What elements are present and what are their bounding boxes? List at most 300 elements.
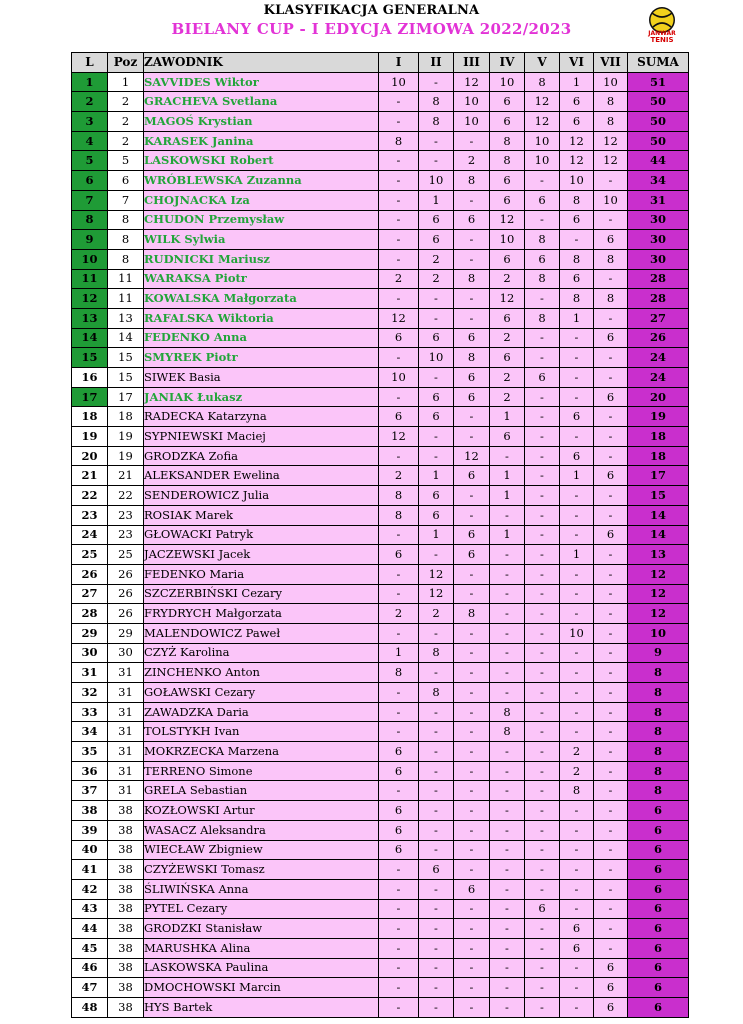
player-name-cell: RAFALSKA Wiktoria xyxy=(144,308,379,328)
total-points-cell: 20 xyxy=(628,387,689,407)
round-2-points-cell: 1 xyxy=(419,525,454,545)
round-2-points-cell: - xyxy=(419,151,454,171)
round-1-points-cell: 12 xyxy=(379,427,419,447)
round-7-points-cell: 6 xyxy=(594,387,628,407)
round-3-points-cell: - xyxy=(454,190,490,210)
round-2-points-cell: - xyxy=(419,545,454,565)
round-7-points-cell: - xyxy=(594,171,628,191)
round-4-points-cell: 6 xyxy=(490,92,525,112)
round-6-points-cell: 6 xyxy=(560,407,594,427)
round-6-points-cell: - xyxy=(560,722,594,742)
col-header-round-7: VII xyxy=(594,53,628,73)
total-points-cell: 50 xyxy=(628,112,689,132)
round-6-points-cell: 6 xyxy=(560,92,594,112)
total-points-cell: 8 xyxy=(628,683,689,703)
round-5-points-cell: - xyxy=(525,623,560,643)
total-points-cell: 6 xyxy=(628,840,689,860)
round-7-points-cell: - xyxy=(594,210,628,230)
round-5-points-cell: - xyxy=(525,820,560,840)
player-name-cell: SENDEROWICZ Julia xyxy=(144,486,379,506)
round-1-points-cell: 8 xyxy=(379,663,419,683)
round-3-points-cell: - xyxy=(454,623,490,643)
rank-l-cell: 46 xyxy=(72,958,108,978)
total-points-cell: 6 xyxy=(628,860,689,880)
position-cell: 8 xyxy=(108,230,144,250)
round-2-points-cell: - xyxy=(419,663,454,683)
round-7-points-cell: 12 xyxy=(594,131,628,151)
document-title: KLASYFIKACJA GENERALNA xyxy=(263,3,480,18)
round-1-points-cell: - xyxy=(379,249,419,269)
player-name-cell: CHUDON Przemysław xyxy=(144,210,379,230)
rank-l-cell: 11 xyxy=(72,269,108,289)
player-name-cell: HYS Bartek xyxy=(144,998,379,1018)
player-name-cell: ŚLIWIŃSKA Anna xyxy=(144,879,379,899)
round-6-points-cell: - xyxy=(560,860,594,880)
round-2-points-cell: 10 xyxy=(419,348,454,368)
round-7-points-cell: 6 xyxy=(594,978,628,998)
round-1-points-cell: 6 xyxy=(379,328,419,348)
round-5-points-cell: - xyxy=(525,761,560,781)
round-1-points-cell: - xyxy=(379,584,419,604)
table-row xyxy=(72,683,689,703)
round-3-points-cell: - xyxy=(454,308,490,328)
total-points-cell: 6 xyxy=(628,998,689,1018)
rank-l-cell: 38 xyxy=(72,801,108,821)
round-7-points-cell: - xyxy=(594,761,628,781)
total-points-cell: 6 xyxy=(628,879,689,899)
col-header-l: L xyxy=(72,53,108,73)
rank-l-cell: 26 xyxy=(72,564,108,584)
round-7-points-cell: - xyxy=(594,269,628,289)
rank-l-cell: 8 xyxy=(72,210,108,230)
round-3-points-cell: 6 xyxy=(454,466,490,486)
round-4-points-cell: 6 xyxy=(490,112,525,132)
position-cell: 5 xyxy=(108,151,144,171)
player-name-cell: FEDENKO Anna xyxy=(144,328,379,348)
round-6-points-cell: - xyxy=(560,801,594,821)
round-7-points-cell: - xyxy=(594,938,628,958)
round-2-points-cell: - xyxy=(419,801,454,821)
round-1-points-cell: - xyxy=(379,446,419,466)
round-2-points-cell: - xyxy=(419,289,454,309)
position-cell: 38 xyxy=(108,919,144,939)
janwar-tenis-logo xyxy=(645,5,679,44)
round-7-points-cell: - xyxy=(594,742,628,762)
total-points-cell: 34 xyxy=(628,171,689,191)
rank-l-cell: 1 xyxy=(72,72,108,92)
round-1-points-cell: - xyxy=(379,683,419,703)
round-4-points-cell: 1 xyxy=(490,466,525,486)
table-row xyxy=(72,584,689,604)
header-row xyxy=(72,53,689,73)
player-name-cell: PYTEL Cezary xyxy=(144,899,379,919)
round-4-points-cell: - xyxy=(490,505,525,525)
round-3-points-cell: 10 xyxy=(454,92,490,112)
total-points-cell: 6 xyxy=(628,938,689,958)
rank-l-cell: 45 xyxy=(72,938,108,958)
round-4-points-cell: 2 xyxy=(490,328,525,348)
round-7-points-cell: - xyxy=(594,683,628,703)
position-cell: 38 xyxy=(108,998,144,1018)
round-5-points-cell: - xyxy=(525,978,560,998)
table-row xyxy=(72,505,689,525)
player-name-cell: RUDNICKI Mariusz xyxy=(144,249,379,269)
position-cell: 1 xyxy=(108,72,144,92)
position-cell: 31 xyxy=(108,761,144,781)
round-3-points-cell: - xyxy=(454,801,490,821)
total-points-cell: 24 xyxy=(628,348,689,368)
rank-l-cell: 23 xyxy=(72,505,108,525)
round-3-points-cell: - xyxy=(454,781,490,801)
round-3-points-cell: - xyxy=(454,683,490,703)
round-3-points-cell: 6 xyxy=(454,525,490,545)
round-1-points-cell: - xyxy=(379,860,419,880)
position-cell: 25 xyxy=(108,545,144,565)
round-6-points-cell: 2 xyxy=(560,742,594,762)
round-4-points-cell: 1 xyxy=(490,486,525,506)
round-5-points-cell: - xyxy=(525,486,560,506)
table-row xyxy=(72,308,689,328)
player-name-cell: SIWEK Basia xyxy=(144,368,379,388)
table-row xyxy=(72,112,689,132)
round-7-points-cell: - xyxy=(594,446,628,466)
round-2-points-cell: 6 xyxy=(419,505,454,525)
round-6-points-cell: 1 xyxy=(560,466,594,486)
round-7-points-cell: 10 xyxy=(594,190,628,210)
round-1-points-cell: - xyxy=(379,210,419,230)
round-6-points-cell: 12 xyxy=(560,151,594,171)
table-row xyxy=(72,348,689,368)
round-6-points-cell: 10 xyxy=(560,171,594,191)
round-1-points-cell: 8 xyxy=(379,131,419,151)
round-1-points-cell: - xyxy=(379,722,419,742)
table-row xyxy=(72,840,689,860)
total-points-cell: 51 xyxy=(628,72,689,92)
round-5-points-cell: - xyxy=(525,289,560,309)
rank-l-cell: 5 xyxy=(72,151,108,171)
round-7-points-cell: 6 xyxy=(594,230,628,250)
round-7-points-cell: - xyxy=(594,564,628,584)
round-2-points-cell: 8 xyxy=(419,92,454,112)
total-points-cell: 28 xyxy=(628,269,689,289)
round-4-points-cell: 12 xyxy=(490,210,525,230)
position-cell: 26 xyxy=(108,564,144,584)
round-2-points-cell: - xyxy=(419,722,454,742)
round-2-points-cell: 1 xyxy=(419,466,454,486)
rank-l-cell: 2 xyxy=(72,92,108,112)
player-name-cell: ZAWADZKA Daria xyxy=(144,702,379,722)
round-7-points-cell: - xyxy=(594,368,628,388)
round-3-points-cell: 6 xyxy=(454,328,490,348)
table-row xyxy=(72,328,689,348)
round-6-points-cell: - xyxy=(560,525,594,545)
player-name-cell: GOŁAWSKI Cezary xyxy=(144,683,379,703)
position-cell: 6 xyxy=(108,171,144,191)
round-1-points-cell: - xyxy=(379,348,419,368)
total-points-cell: 28 xyxy=(628,289,689,309)
round-3-points-cell: - xyxy=(454,663,490,683)
round-3-points-cell: - xyxy=(454,486,490,506)
total-points-cell: 31 xyxy=(628,190,689,210)
round-4-points-cell: - xyxy=(490,446,525,466)
round-4-points-cell: 6 xyxy=(490,249,525,269)
total-points-cell: 9 xyxy=(628,643,689,663)
round-5-points-cell: - xyxy=(525,446,560,466)
round-7-points-cell: 12 xyxy=(594,151,628,171)
round-7-points-cell: 8 xyxy=(594,289,628,309)
rank-l-cell: 36 xyxy=(72,761,108,781)
table-row xyxy=(72,781,689,801)
rank-l-cell: 3 xyxy=(72,112,108,132)
round-7-points-cell: - xyxy=(594,643,628,663)
round-5-points-cell: - xyxy=(525,998,560,1018)
round-2-points-cell: - xyxy=(419,446,454,466)
rank-l-cell: 13 xyxy=(72,308,108,328)
total-points-cell: 12 xyxy=(628,564,689,584)
col-header-suma: SUMA xyxy=(628,53,689,73)
table-row xyxy=(72,623,689,643)
round-2-points-cell: 8 xyxy=(419,112,454,132)
total-points-cell: 14 xyxy=(628,525,689,545)
player-name-cell: MAGOŚ Krystian xyxy=(144,112,379,132)
round-4-points-cell: - xyxy=(490,564,525,584)
round-1-points-cell: 10 xyxy=(379,72,419,92)
round-1-points-cell: 6 xyxy=(379,820,419,840)
round-3-points-cell: - xyxy=(454,230,490,250)
round-6-points-cell: - xyxy=(560,663,594,683)
round-6-points-cell: - xyxy=(560,427,594,447)
round-5-points-cell: - xyxy=(525,643,560,663)
position-cell: 31 xyxy=(108,683,144,703)
rank-l-cell: 39 xyxy=(72,820,108,840)
round-3-points-cell: - xyxy=(454,820,490,840)
round-1-points-cell: - xyxy=(379,564,419,584)
round-6-points-cell: 8 xyxy=(560,249,594,269)
round-3-points-cell: - xyxy=(454,899,490,919)
total-points-cell: 6 xyxy=(628,978,689,998)
player-name-cell: CZYŻEWSKI Tomasz xyxy=(144,860,379,880)
total-points-cell: 50 xyxy=(628,92,689,112)
rank-l-cell: 12 xyxy=(72,289,108,309)
total-points-cell: 10 xyxy=(628,623,689,643)
round-5-points-cell: - xyxy=(525,348,560,368)
total-points-cell: 13 xyxy=(628,545,689,565)
round-7-points-cell: - xyxy=(594,879,628,899)
round-5-points-cell: - xyxy=(525,466,560,486)
col-header-zawodnik: ZAWODNIK xyxy=(144,53,379,73)
round-5-points-cell: - xyxy=(525,801,560,821)
table-row xyxy=(72,998,689,1018)
table-row xyxy=(72,564,689,584)
round-6-points-cell: 1 xyxy=(560,545,594,565)
round-3-points-cell: - xyxy=(454,131,490,151)
total-points-cell: 30 xyxy=(628,210,689,230)
player-name-cell: LASKOWSKA Paulina xyxy=(144,958,379,978)
rank-l-cell: 25 xyxy=(72,545,108,565)
round-7-points-cell: - xyxy=(594,308,628,328)
round-2-points-cell: - xyxy=(419,820,454,840)
round-6-points-cell: 6 xyxy=(560,919,594,939)
player-name-cell: WRÓBLEWSKA Zuzanna xyxy=(144,171,379,191)
position-cell: 38 xyxy=(108,860,144,880)
round-2-points-cell: 6 xyxy=(419,210,454,230)
logo-text-top: JANWAR xyxy=(648,30,676,37)
round-2-points-cell: - xyxy=(419,623,454,643)
round-6-points-cell: - xyxy=(560,348,594,368)
round-2-points-cell: - xyxy=(419,761,454,781)
round-7-points-cell: - xyxy=(594,840,628,860)
round-6-points-cell: 2 xyxy=(560,761,594,781)
round-5-points-cell: 10 xyxy=(525,131,560,151)
total-points-cell: 30 xyxy=(628,249,689,269)
player-name-cell: ROSIAK Marek xyxy=(144,505,379,525)
round-7-points-cell: - xyxy=(594,860,628,880)
round-5-points-cell: - xyxy=(525,505,560,525)
round-3-points-cell: 8 xyxy=(454,171,490,191)
round-3-points-cell: - xyxy=(454,998,490,1018)
round-1-points-cell: 6 xyxy=(379,761,419,781)
round-5-points-cell: - xyxy=(525,564,560,584)
total-points-cell: 8 xyxy=(628,742,689,762)
rank-l-cell: 24 xyxy=(72,525,108,545)
round-6-points-cell: 12 xyxy=(560,131,594,151)
round-2-points-cell: 6 xyxy=(419,860,454,880)
position-cell: 38 xyxy=(108,899,144,919)
player-name-cell: TOLSTYKH Ivan xyxy=(144,722,379,742)
round-1-points-cell: - xyxy=(379,92,419,112)
round-2-points-cell: 6 xyxy=(419,230,454,250)
round-1-points-cell: - xyxy=(379,879,419,899)
rank-l-cell: 35 xyxy=(72,742,108,762)
round-6-points-cell: - xyxy=(560,879,594,899)
round-4-points-cell: - xyxy=(490,683,525,703)
round-7-points-cell: - xyxy=(594,427,628,447)
round-6-points-cell: - xyxy=(560,683,594,703)
rank-l-cell: 18 xyxy=(72,407,108,427)
round-5-points-cell: - xyxy=(525,525,560,545)
position-cell: 19 xyxy=(108,446,144,466)
round-2-points-cell: - xyxy=(419,781,454,801)
position-cell: 31 xyxy=(108,663,144,683)
round-3-points-cell: - xyxy=(454,407,490,427)
round-3-points-cell: 6 xyxy=(454,368,490,388)
round-1-points-cell: - xyxy=(379,998,419,1018)
total-points-cell: 50 xyxy=(628,131,689,151)
rank-l-cell: 48 xyxy=(72,998,108,1018)
round-2-points-cell: 6 xyxy=(419,407,454,427)
table-row xyxy=(72,820,689,840)
total-points-cell: 12 xyxy=(628,584,689,604)
position-cell: 38 xyxy=(108,978,144,998)
round-2-points-cell: - xyxy=(419,879,454,899)
round-4-points-cell: 8 xyxy=(490,131,525,151)
round-4-points-cell: - xyxy=(490,820,525,840)
round-6-points-cell: 8 xyxy=(560,781,594,801)
player-name-cell: KARASEK Janina xyxy=(144,131,379,151)
position-cell: 17 xyxy=(108,387,144,407)
round-5-points-cell: - xyxy=(525,427,560,447)
round-4-points-cell: - xyxy=(490,545,525,565)
round-6-points-cell: 6 xyxy=(560,269,594,289)
position-cell: 30 xyxy=(108,643,144,663)
round-2-points-cell: - xyxy=(419,998,454,1018)
round-2-points-cell: 8 xyxy=(419,683,454,703)
rank-l-cell: 42 xyxy=(72,879,108,899)
table-row xyxy=(72,938,689,958)
table-row xyxy=(72,486,689,506)
col-header-round-1: I xyxy=(379,53,419,73)
position-cell: 2 xyxy=(108,131,144,151)
table-row xyxy=(72,151,689,171)
round-1-points-cell: 8 xyxy=(379,505,419,525)
round-5-points-cell: 12 xyxy=(525,112,560,132)
rank-l-cell: 37 xyxy=(72,781,108,801)
player-name-cell: SMYREK Piotr xyxy=(144,348,379,368)
round-4-points-cell: - xyxy=(490,781,525,801)
round-6-points-cell: - xyxy=(560,643,594,663)
round-1-points-cell: 6 xyxy=(379,840,419,860)
total-points-cell: 14 xyxy=(628,505,689,525)
rank-l-cell: 43 xyxy=(72,899,108,919)
round-5-points-cell: - xyxy=(525,781,560,801)
table-row xyxy=(72,190,689,210)
round-4-points-cell: - xyxy=(490,860,525,880)
position-cell: 29 xyxy=(108,623,144,643)
round-3-points-cell: - xyxy=(454,584,490,604)
round-3-points-cell: - xyxy=(454,722,490,742)
position-cell: 13 xyxy=(108,308,144,328)
round-4-points-cell: 1 xyxy=(490,525,525,545)
position-cell: 23 xyxy=(108,505,144,525)
round-7-points-cell: - xyxy=(594,919,628,939)
round-3-points-cell: - xyxy=(454,643,490,663)
round-4-points-cell: 2 xyxy=(490,387,525,407)
position-cell: 2 xyxy=(108,112,144,132)
round-3-points-cell: - xyxy=(454,742,490,762)
logo-text-bottom: TENIS xyxy=(650,36,674,44)
position-cell: 31 xyxy=(108,781,144,801)
round-5-points-cell: 8 xyxy=(525,308,560,328)
rank-l-cell: 27 xyxy=(72,584,108,604)
table-row xyxy=(72,230,689,250)
round-3-points-cell: - xyxy=(454,427,490,447)
round-3-points-cell: - xyxy=(454,505,490,525)
round-5-points-cell: - xyxy=(525,683,560,703)
rank-l-cell: 16 xyxy=(72,368,108,388)
round-6-points-cell: 6 xyxy=(560,938,594,958)
round-2-points-cell: 2 xyxy=(419,269,454,289)
player-name-cell: GRACHEVA Svetlana xyxy=(144,92,379,112)
round-4-points-cell: - xyxy=(490,978,525,998)
round-5-points-cell: - xyxy=(525,938,560,958)
round-6-points-cell: 6 xyxy=(560,210,594,230)
table-row xyxy=(72,249,689,269)
round-6-points-cell: - xyxy=(560,820,594,840)
round-6-points-cell: - xyxy=(560,899,594,919)
table-row xyxy=(72,761,689,781)
round-2-points-cell: - xyxy=(419,308,454,328)
round-4-points-cell: - xyxy=(490,938,525,958)
round-1-points-cell: 6 xyxy=(379,407,419,427)
position-cell: 38 xyxy=(108,879,144,899)
total-points-cell: 15 xyxy=(628,486,689,506)
rank-l-cell: 10 xyxy=(72,249,108,269)
total-points-cell: 18 xyxy=(628,446,689,466)
round-1-points-cell: - xyxy=(379,623,419,643)
table-row xyxy=(72,919,689,939)
round-2-points-cell: - xyxy=(419,938,454,958)
round-7-points-cell: - xyxy=(594,722,628,742)
